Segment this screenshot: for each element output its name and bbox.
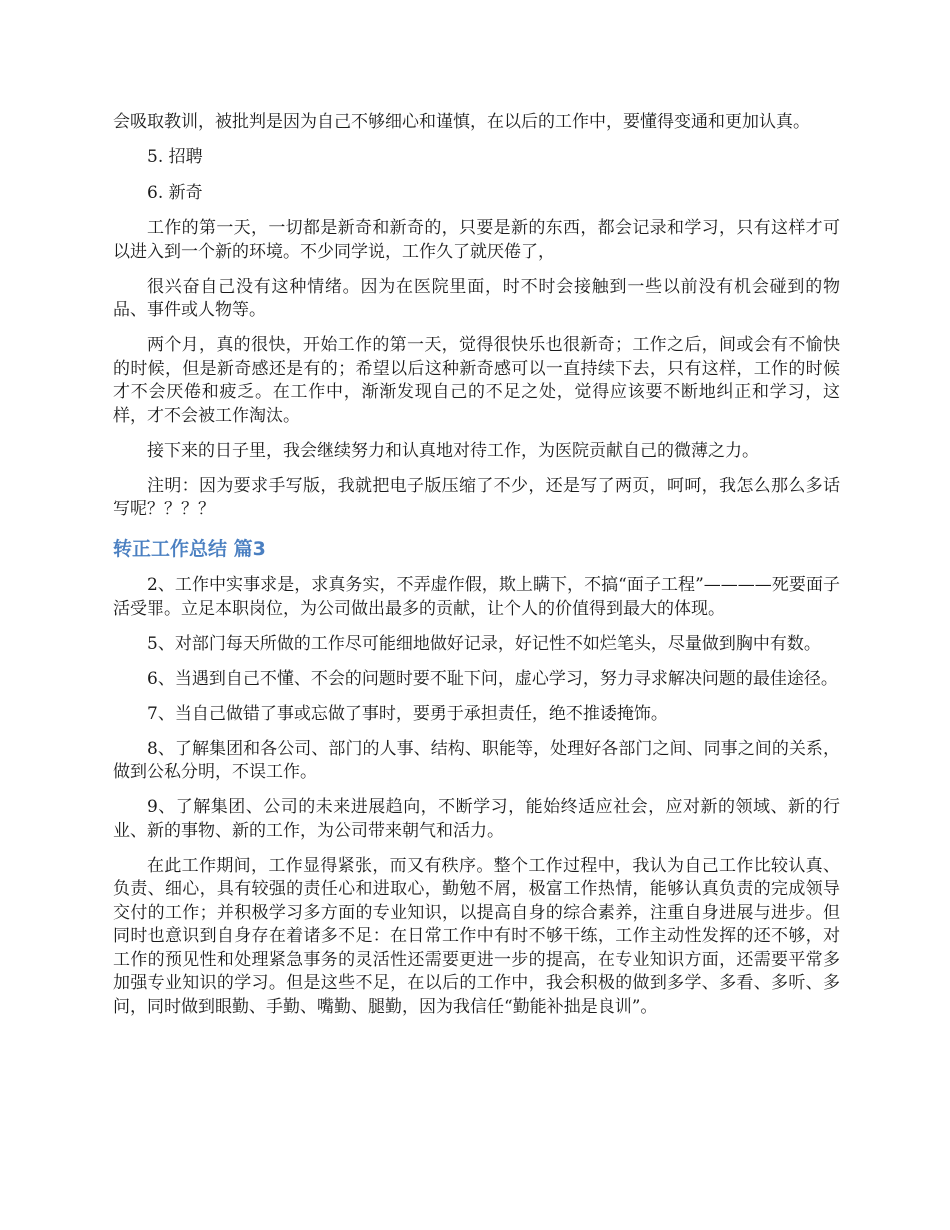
paragraph: 5、对部门每天所做的工作尽可能细地做好记录，好记性不如烂笔头，尽量做到胸中有数。 [147, 633, 821, 654]
paragraph: 工作的第一天，一切都是新奇和新奇的，只要是新的东西，都会记录和学习，只有这样才可以进入到一个新的环境。不少同学说，工作久了就厌倦了， [113, 218, 840, 262]
paragraph: 两个月，真的很快，开始工作的第一天，觉得很快乐也很新奇；工作之后，间或会有不愉快的时候，但是新奇感还是有的；希望以后这种新奇感可以一直持续下去，只有这样，工作的时候才不会厌倦和疲乏。在工作中，渐渐发现自己的不足之处，觉得应该要不断地纠正和学习，这样，才不会被工作淘汰。 [113, 335, 840, 426]
list-item-recruit: 5. 招聘 [147, 147, 203, 167]
paragraph: 7、当自己做错了事或忘做了事时，要勇于承担责任，绝不推诿掩饰。 [147, 703, 668, 724]
document-page [113, 0, 840, 1031]
paragraph-continued: 会吸取教训，被批判是因为自己不够细心和谨慎，在以后的工作中，要懂得变通和更加认真。 [113, 112, 810, 132]
paragraph: 9、了解集团、公司的未来进展趋向，不断学习，能始终适应社会，应对新的领域、新的行业、新的事物、新的工作，为公司带来朝气和活力。 [113, 797, 840, 841]
paragraph: 2、工作中实事求是，求真务实，不弄虚作假，欺上瞒下，不搞“面子工程”————死要面子活受罪。立足本职岗位，为公司做出最多的贡献，让个人的价值得到最大的体现。 [113, 575, 840, 619]
paragraph: 8、了解集团和各公司、部门的人事、结构、职能等，处理好各部门之间、同事之间的关系，做到公私分明，不误工作。 [113, 738, 840, 782]
paragraph: 接下来的日子里，我会继续努力和认真地对待工作，为医院贡献自己的微薄之力。 [147, 440, 759, 461]
paragraph: 很兴奋自己没有这种情绪。因为在医院里面，时不时会接触到一些以前没有机会碰到的物品、事件或人物等。 [113, 276, 840, 320]
paragraph: 注明：因为要求手写版，我就把电子版压缩了不少，还是写了两页，呵呵，我怎么那么多话写呢？？？？ [113, 475, 840, 519]
paragraph: 6、当遇到自己不懂、不会的问题时要不耻下问，虚心学习，努力寻求解决问题的最佳途径。 [147, 668, 838, 689]
paragraph: 在此工作期间，工作显得紧张，而又有秩序。整个工作过程中，我认为自己工作比较认真、负责、细心，具有较强的责任心和进取心，勤勉不屑，极富工作热情，能够认真负责的完成领导交付的工作；并积极学习多方面的专业知识，以提高自身的综合素养，注重自身进展与进步。但同时也意识到自身存在着诸多不足：在日常工作中有时不够干练，工作主动性发挥的还不够，对工作的预见性和处理紧急事务的灵活性还需要更进一步的提高，在专业知识方面，还需要平常多加强专业知识的学习。但是这些不足，在以后的工作中，我会积极的做到多学、多看、多听、多问，同时做到眼勤、手勤、嘴勤、腿勤，因为我信任“勤能补拙是良训”。 [113, 855, 840, 1017]
section-heading: 转正工作总结 篇3 [113, 537, 266, 560]
list-item-novelty: 6. 新奇 [147, 182, 203, 203]
